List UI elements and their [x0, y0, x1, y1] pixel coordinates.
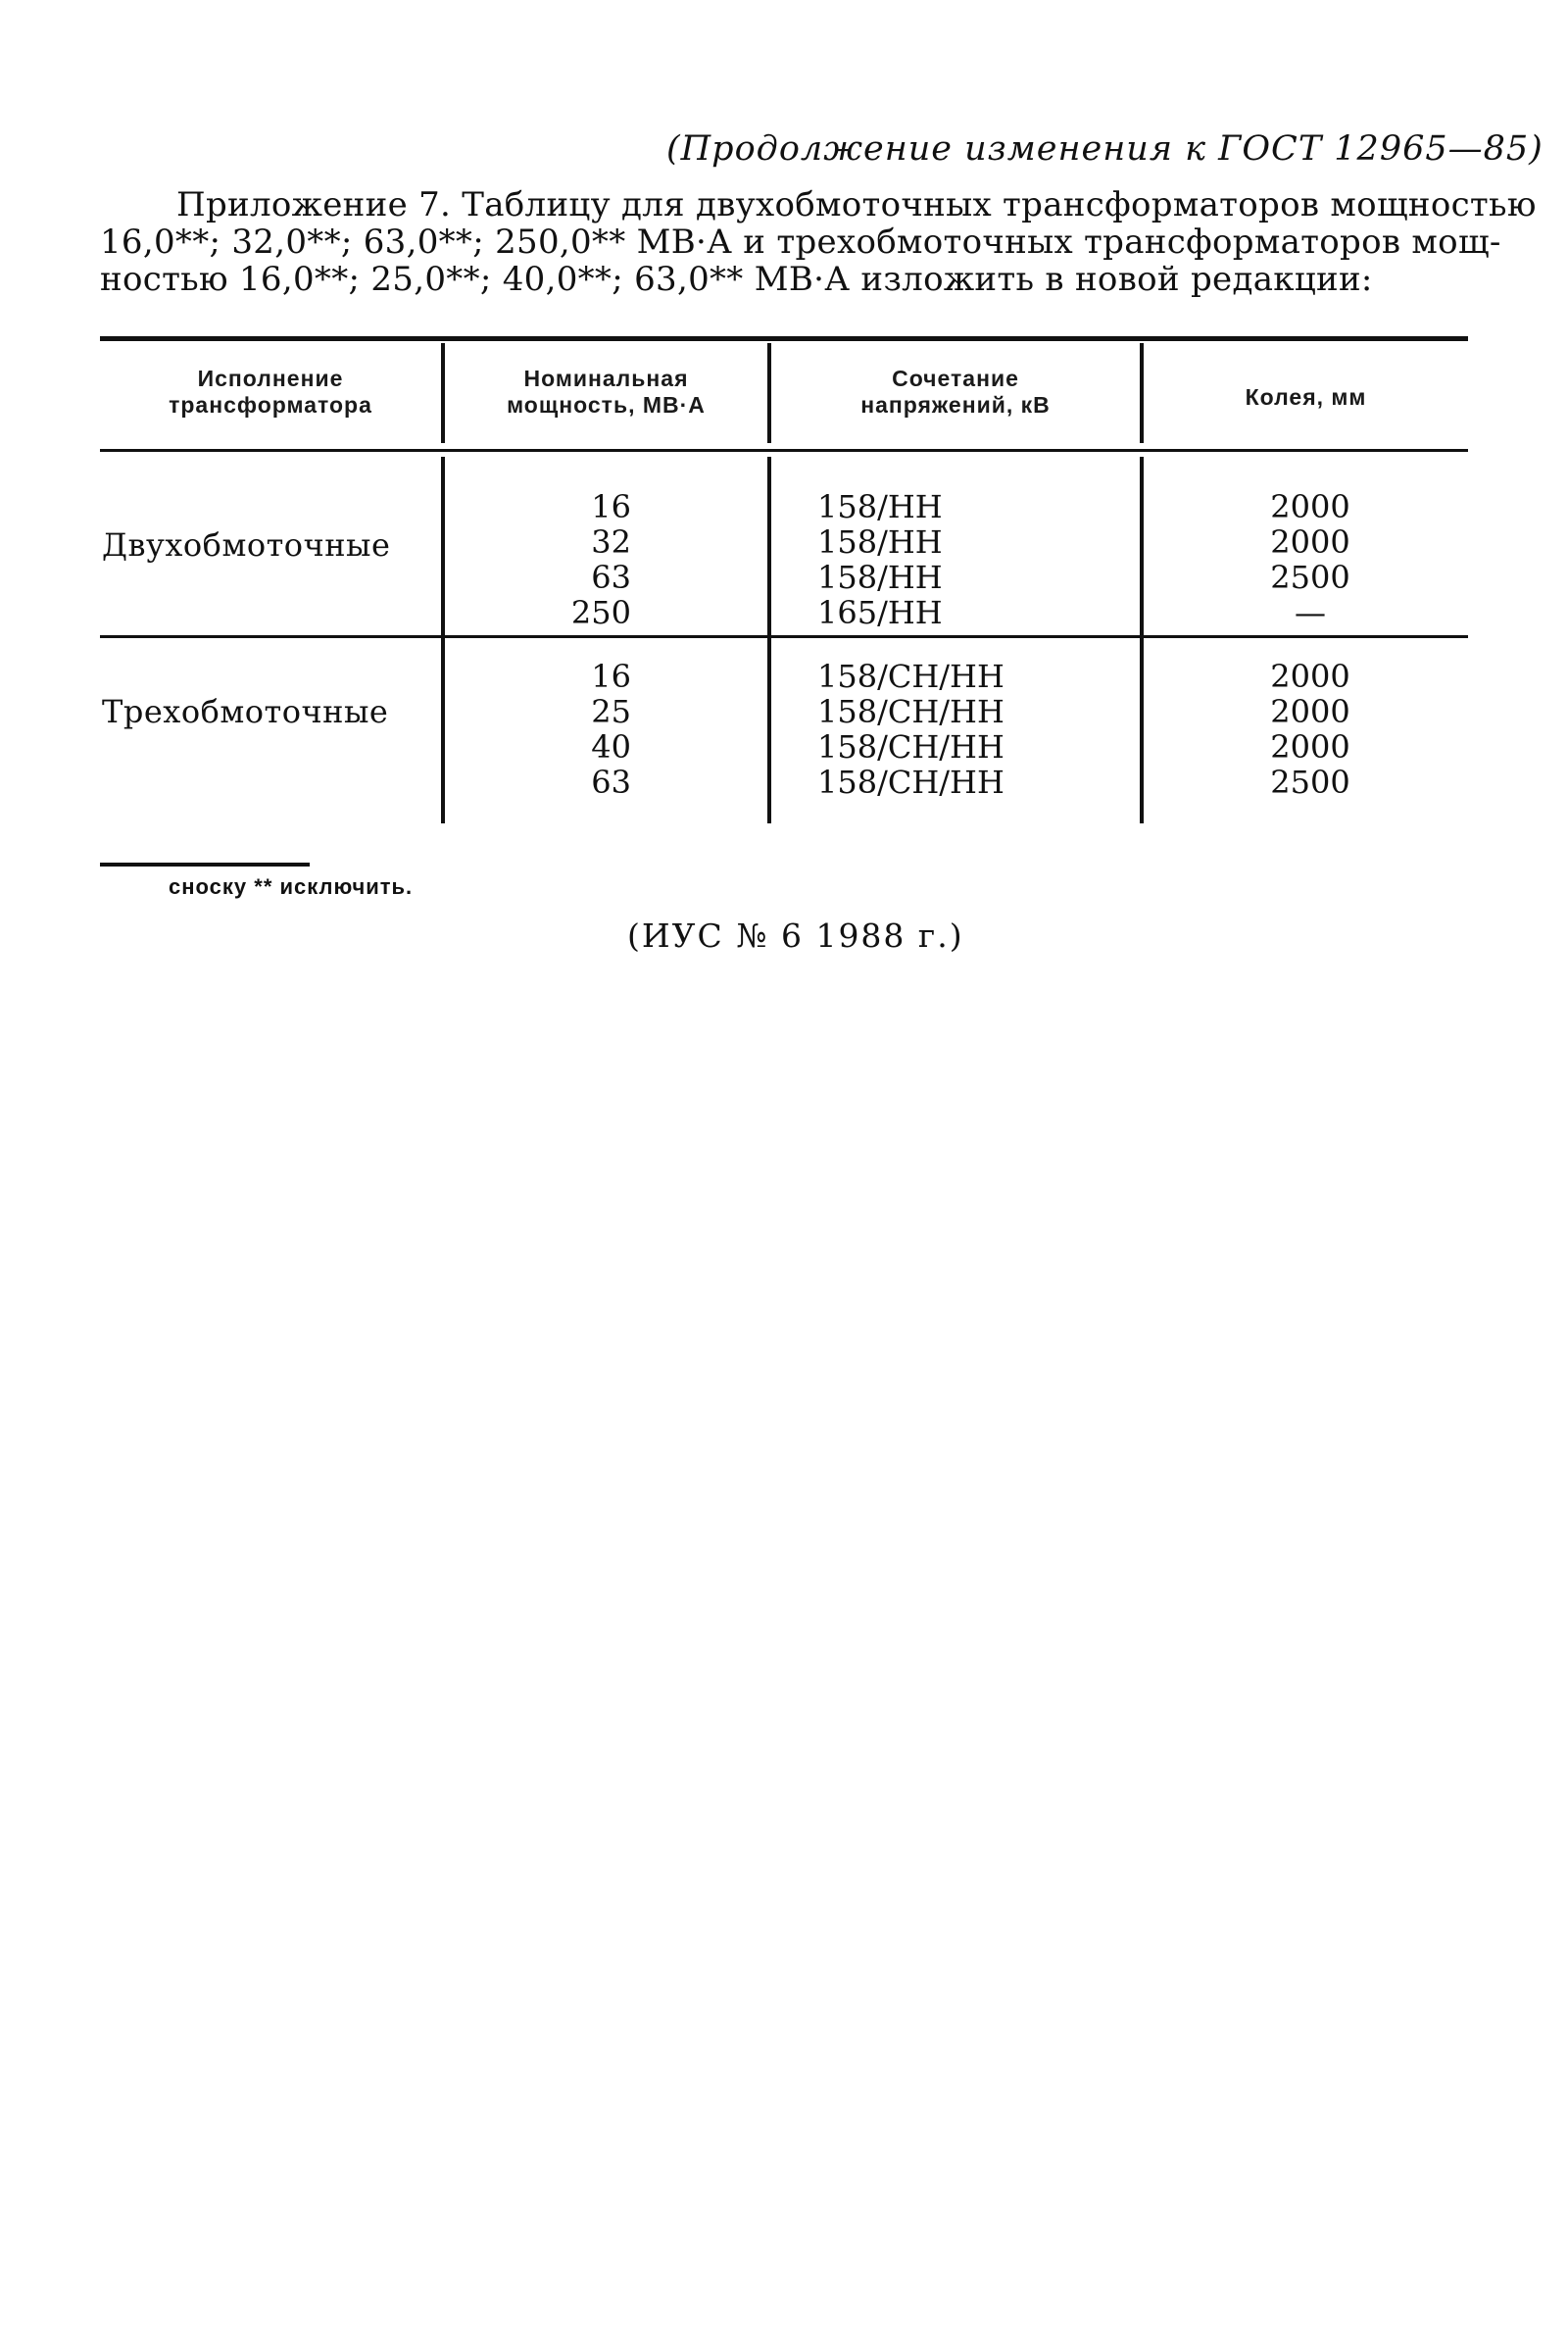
- intro-line-1: Приложение 7. Таблицу для двухобмоточных трансформаторов мощностью: [176, 185, 1537, 224]
- gauge-cell: 2000: [1270, 728, 1350, 766]
- table-group-divider: [100, 635, 1468, 638]
- column-divider-2-body: [767, 457, 771, 823]
- power-cell: 63: [591, 764, 631, 801]
- header-gauge-label: Колея, мм: [1245, 384, 1367, 410]
- power-cell: 250: [570, 594, 631, 631]
- table-header-rule: [100, 449, 1468, 452]
- footnote-text: сноску ** исключить.: [169, 874, 414, 899]
- column-divider-3-body: [1140, 457, 1144, 823]
- header-rated-power: [445, 366, 767, 419]
- power-cell: 16: [591, 488, 631, 525]
- header-voltage-combination-line1: Сочетание: [892, 366, 1019, 391]
- voltage-cell: 158/СН/НН: [817, 764, 1004, 801]
- group-label-two-winding: Двухобмоточные: [102, 526, 391, 564]
- voltage-cell: 158/НН: [817, 559, 943, 596]
- gauge-cell: 2000: [1270, 658, 1350, 695]
- header-rated-power-line2: мощность, МВ·А: [507, 392, 706, 418]
- gauge-cell: —: [1295, 594, 1326, 631]
- intro-paragraph: [100, 185, 1537, 299]
- power-cell: 25: [591, 693, 631, 730]
- power-cell: 32: [591, 523, 631, 561]
- voltage-cell: 158/СН/НН: [817, 658, 1004, 695]
- source-reference: (ИУС № 6 1988 г.): [627, 917, 964, 955]
- power-cell: 16: [591, 658, 631, 695]
- column-divider-1-body: [441, 457, 445, 823]
- group-label-three-winding: Трехобмоточные: [102, 693, 389, 730]
- header-voltage-combination: [771, 366, 1140, 419]
- gauge-cell: 2500: [1270, 764, 1350, 801]
- header-transformer-type-line1: Исполнение: [197, 366, 344, 391]
- gauge-cell: 2000: [1270, 693, 1350, 730]
- header-voltage-combination-line2: напряжений, кВ: [860, 392, 1051, 418]
- voltage-cell: 165/НН: [817, 594, 943, 631]
- header-gauge: [1144, 384, 1468, 411]
- intro-line-3: ностью 16,0**; 25,0**; 40,0**; 63,0** МВ·А изложить в новой редакции:: [100, 260, 1373, 299]
- voltage-cell: 158/НН: [817, 523, 943, 561]
- header-transformer-type: [100, 366, 441, 419]
- header-rated-power-line1: Номинальная: [523, 366, 689, 391]
- gauge-cell: 2500: [1270, 559, 1350, 596]
- power-cell: 63: [591, 559, 631, 596]
- gauge-cell: 2000: [1270, 523, 1350, 561]
- voltage-cell: 158/СН/НН: [817, 728, 1004, 766]
- footnote-rule: [100, 863, 310, 867]
- voltage-cell: 158/НН: [817, 488, 943, 525]
- power-cell: 40: [591, 728, 631, 766]
- table-top-rule: [100, 336, 1468, 341]
- document-continuation-header: (Продолжение изменения к ГОСТ 12965—85): [666, 129, 1544, 169]
- intro-line-2: 16,0**; 32,0**; 63,0**; 250,0** МВ·А и трехобмоточных трансформаторов мощ-: [100, 223, 1501, 262]
- header-transformer-type-line2: трансформатора: [169, 392, 372, 418]
- voltage-cell: 158/СН/НН: [817, 693, 1004, 730]
- gauge-cell: 2000: [1270, 488, 1350, 525]
